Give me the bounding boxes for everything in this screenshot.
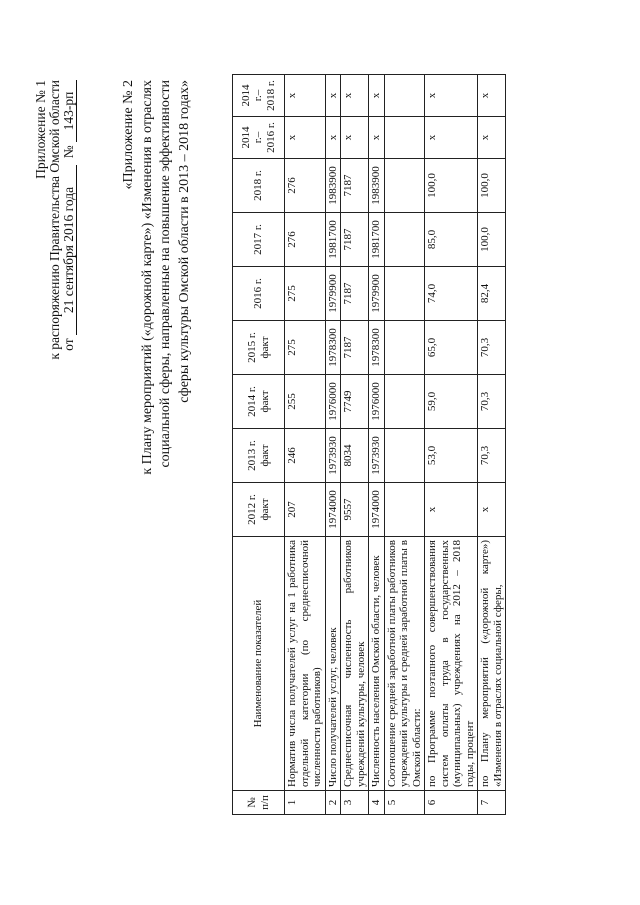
value-cell: х — [478, 117, 506, 159]
value-cell: 275 — [285, 321, 326, 375]
value-cell: 1979900 — [325, 267, 341, 321]
value-cell: х — [369, 75, 385, 117]
value-cell: 1983900 — [369, 159, 385, 213]
order-date-line — [62, 80, 77, 360]
header-cell-2018: 2018 г. — [233, 159, 285, 213]
order-date: 21 сентября 2016 года — [62, 165, 77, 335]
table-row — [325, 75, 341, 815]
value-cell: 1973930 — [369, 429, 385, 483]
subheader-line: сферы культуры Омской области в 2013 – 2018 годах» — [176, 80, 192, 403]
value-cell: 7187 — [341, 159, 369, 213]
from-label: от — [61, 338, 76, 351]
header-cell-2014-2018: 2014 г.– 2018 г. — [233, 75, 285, 117]
header-cell-2016: 2016 г. — [233, 267, 285, 321]
value-cell: х — [425, 75, 478, 117]
value-cell: 100,0 — [478, 213, 506, 267]
value-cell: х — [478, 483, 506, 537]
value-cell: 1974000 — [369, 483, 385, 537]
indicator-name-cell: Число получателей услуг, человек — [325, 537, 341, 791]
indicators-table — [232, 74, 506, 815]
indicator-name-cell: Численность населения Омской области, человек — [369, 537, 385, 791]
value-cell — [384, 159, 425, 213]
value-cell: 100,0 — [425, 159, 478, 213]
row-number-cell: 4 — [369, 791, 385, 815]
header-cell-num: № п/п — [233, 791, 285, 815]
value-cell: х — [369, 117, 385, 159]
value-cell: 276 — [285, 213, 326, 267]
table-row — [425, 75, 478, 815]
header-cell-2014: 2014 г. факт — [233, 375, 285, 429]
indicator-name-cell: по Плану мероприятий («дорожной карте») «Изменения в отраслях социальной сферы, — [478, 537, 506, 791]
row-number-cell: 5 — [384, 791, 425, 815]
value-cell — [384, 375, 425, 429]
indicator-name-cell: Норматив числа получателей услуг на 1 работника отдельной категории (по среднесписочной численности работников) — [285, 537, 326, 791]
number-label: № — [61, 145, 76, 159]
value-cell: 1976000 — [325, 375, 341, 429]
value-cell: 100,0 — [478, 159, 506, 213]
value-cell: 1978300 — [325, 321, 341, 375]
value-cell: 275 — [285, 267, 326, 321]
value-cell: 65,0 — [425, 321, 478, 375]
table-row — [384, 75, 425, 815]
value-cell: 1983900 — [325, 159, 341, 213]
value-cell: 7749 — [341, 375, 369, 429]
subheader-line: социальной сферы, направленные на повышение эффективности — [158, 80, 173, 468]
value-cell: 53,0 — [425, 429, 478, 483]
table-header-row — [233, 75, 285, 815]
header-cell-name: Наименование показателей — [233, 537, 285, 791]
value-cell: х — [325, 117, 341, 159]
value-cell: 9557 — [341, 483, 369, 537]
appendix-title: Приложение № 1 — [33, 80, 48, 179]
appendix-header — [34, 80, 77, 360]
value-cell — [384, 483, 425, 537]
value-cell: х — [341, 75, 369, 117]
indicator-name-cell: Среднесписочная численность работников учреждений культуры, человек — [341, 537, 369, 791]
value-cell: 276 — [285, 159, 326, 213]
value-cell — [384, 429, 425, 483]
header-cell-2014-2016: 2014 г.– 2016 г. — [233, 117, 285, 159]
value-cell: 8034 — [341, 429, 369, 483]
value-cell: 59,0 — [425, 375, 478, 429]
value-cell — [384, 75, 425, 117]
subheader-line: «Приложение № 2 — [121, 80, 136, 190]
value-cell: 1981700 — [369, 213, 385, 267]
header-cell-2013: 2013 г. факт — [233, 429, 285, 483]
value-cell: 1973930 — [325, 429, 341, 483]
order-reference: к распоряжению Правительства Омской области — [47, 80, 62, 360]
indicator-name-cell: Соотношение средней заработной платы работников учреждений культуры и средней заработной платы в Омской области: — [384, 537, 425, 791]
value-cell: 74,0 — [425, 267, 478, 321]
value-cell — [384, 267, 425, 321]
table-row — [341, 75, 369, 815]
table-row — [478, 75, 506, 815]
value-cell: х — [285, 117, 326, 159]
order-number: 143-рп — [62, 80, 77, 142]
value-cell: 1979900 — [369, 267, 385, 321]
header-cell-2015: 2015 г. факт — [233, 321, 285, 375]
value-cell — [384, 321, 425, 375]
row-number-cell: 7 — [478, 791, 506, 815]
value-cell: 7187 — [341, 267, 369, 321]
value-cell: 1978300 — [369, 321, 385, 375]
value-cell: х — [425, 483, 478, 537]
value-cell: х — [425, 117, 478, 159]
value-cell — [384, 117, 425, 159]
value-cell: 1981700 — [325, 213, 341, 267]
value-cell — [384, 213, 425, 267]
value-cell: 207 — [285, 483, 326, 537]
row-number-cell: 6 — [425, 791, 478, 815]
value-cell: 70,3 — [478, 429, 506, 483]
value-cell: 1976000 — [369, 375, 385, 429]
value-cell: 246 — [285, 429, 326, 483]
row-number-cell: 2 — [325, 791, 341, 815]
table-row — [285, 75, 326, 815]
value-cell: 82,4 — [478, 267, 506, 321]
value-cell: 1974000 — [325, 483, 341, 537]
table-row — [369, 75, 385, 815]
subheader-line: к Плану мероприятий («дорожной карте») «Изменения в отраслях — [139, 80, 155, 475]
value-cell: 7187 — [341, 213, 369, 267]
value-cell: 255 — [285, 375, 326, 429]
value-cell: х — [341, 117, 369, 159]
plan-subheader — [120, 80, 194, 475]
row-number-cell: 1 — [285, 791, 326, 815]
value-cell: 70,3 — [478, 321, 506, 375]
row-number-cell: 3 — [341, 791, 369, 815]
value-cell: 85,0 — [425, 213, 478, 267]
header-cell-2012: 2012 г. факт — [233, 483, 285, 537]
value-cell: х — [325, 75, 341, 117]
value-cell: 70,3 — [478, 375, 506, 429]
indicator-name-cell: по Программе поэтапного совершенствования систем оплаты труда в государственных (муниципальных) учреждениях на 2012 – 2018 годы, процент — [425, 537, 478, 791]
value-cell: 7187 — [341, 321, 369, 375]
value-cell: х — [285, 75, 326, 117]
header-cell-2017: 2017 г. — [233, 213, 285, 267]
value-cell: х — [478, 75, 506, 117]
